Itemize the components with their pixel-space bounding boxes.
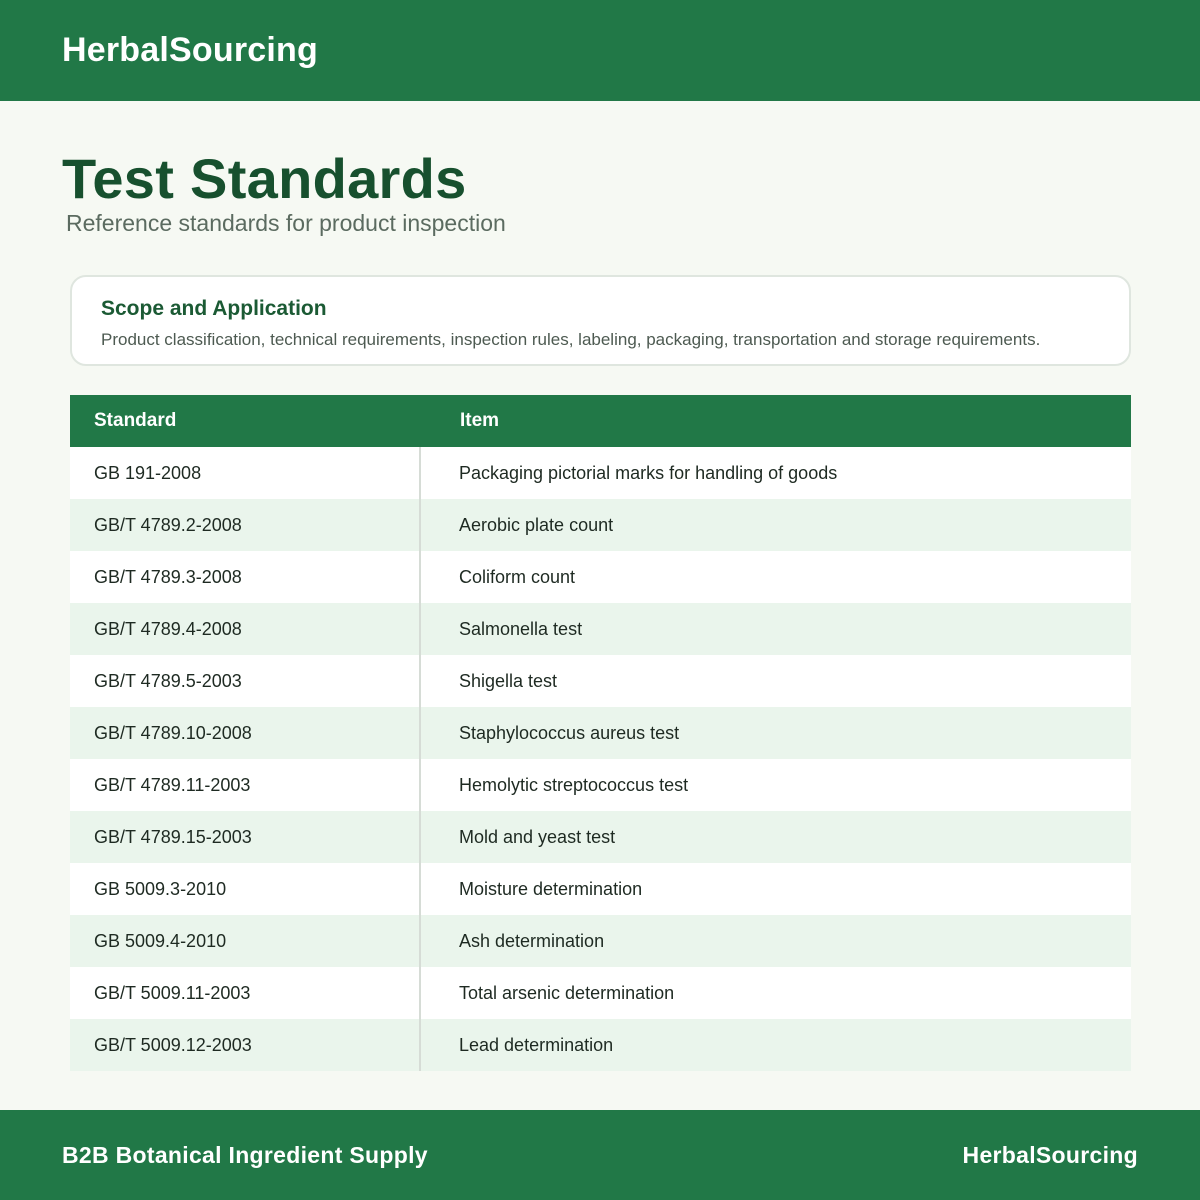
table-row	[70, 655, 1131, 707]
table-row	[70, 499, 1131, 551]
standard-cell: GB/T 4789.3-2008	[70, 551, 421, 603]
item-cell: Moisture determination	[459, 878, 643, 899]
item-cell: Lead determination	[459, 1034, 614, 1055]
standard-cell: GB/T 4789.5-2003	[70, 655, 421, 707]
footer-brand[interactable]: HerbalSourcing	[962, 1141, 1138, 1168]
item-cell: Staphylococcus aureus test	[459, 722, 680, 743]
scope-title: Scope and Application	[101, 297, 327, 320]
table-row	[70, 915, 1131, 967]
table-row	[70, 863, 1131, 915]
item-cell: Aerobic plate count	[459, 514, 614, 535]
standard-cell: GB 191-2008	[70, 447, 421, 499]
table-row	[70, 1019, 1131, 1071]
item-cell: Ash determination	[459, 930, 605, 951]
item-cell: Shigella test	[459, 670, 558, 691]
table-header-row	[70, 395, 1131, 447]
column-header-standard: Standard	[94, 410, 177, 431]
footer-tagline: B2B Botanical Ingredient Supply	[62, 1141, 428, 1168]
page-subtitle: Reference standards for product inspection	[66, 210, 506, 236]
table-row	[70, 707, 1131, 759]
footer	[0, 1110, 1200, 1200]
standard-cell: GB/T 5009.12-2003	[70, 1019, 421, 1071]
column-header-item: Item	[460, 410, 500, 431]
scope-card	[70, 275, 1131, 366]
item-cell: Total arsenic determination	[459, 982, 675, 1003]
item-cell: Coliform count	[459, 566, 576, 587]
standard-cell: GB 5009.4-2010	[70, 915, 421, 967]
standard-cell: GB/T 4789.4-2008	[70, 603, 421, 655]
scope-description: Product classification, technical requirements, inspection rules, labeling, packaging, transportation and storage requirements.	[101, 330, 1041, 349]
brand-logo-text[interactable]: HerbalSourcing	[62, 31, 318, 69]
table-row	[70, 967, 1131, 1019]
page-title: Test Standards	[62, 147, 467, 210]
item-cell: Salmonella test	[459, 618, 583, 639]
standard-cell: GB/T 4789.2-2008	[70, 499, 421, 551]
table-row	[70, 447, 1131, 499]
standards-table	[70, 395, 1131, 1071]
table-row	[70, 551, 1131, 603]
standard-cell: GB/T 4789.15-2003	[70, 811, 421, 863]
standard-cell: GB 5009.3-2010	[70, 863, 421, 915]
item-cell: Mold and yeast test	[459, 826, 616, 847]
table-row	[70, 603, 1131, 655]
standard-cell: GB/T 4789.10-2008	[70, 707, 421, 759]
top-header	[0, 0, 1200, 101]
table-row	[70, 811, 1131, 863]
standard-cell: GB/T 4789.11-2003	[70, 759, 421, 811]
standard-cell: GB/T 5009.11-2003	[70, 967, 421, 1019]
item-cell: Hemolytic streptococcus test	[459, 774, 689, 795]
item-cell: Packaging pictorial marks for handling of goods	[459, 462, 838, 483]
table-row	[70, 759, 1131, 811]
